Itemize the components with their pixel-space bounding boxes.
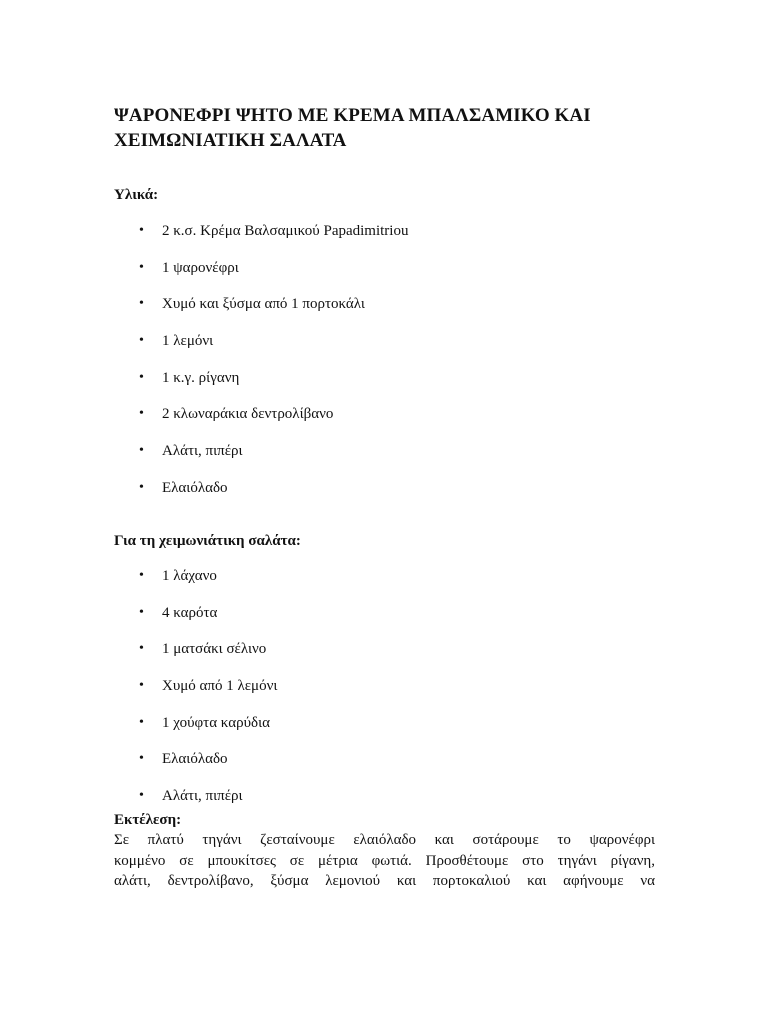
bullet-icon: • bbox=[139, 296, 144, 312]
list-item bbox=[114, 640, 674, 677]
list-item bbox=[114, 405, 674, 442]
list-item bbox=[114, 222, 674, 259]
bullet-icon: • bbox=[139, 406, 144, 422]
list-item bbox=[114, 259, 674, 296]
list-item bbox=[114, 332, 674, 369]
recipe-title-line-2: ΧΕΙΜΩΝΙΑΤΙΚΗ ΣΑΛΑΤΑ bbox=[114, 130, 347, 151]
bullet-icon: • bbox=[139, 259, 144, 275]
ingredient-text: 2 κ.σ. Κρέμα Βαλσαμικού Papadimitriou bbox=[162, 223, 409, 239]
bullet-icon: • bbox=[139, 604, 144, 620]
execution-line: κομμένο σε μπουκίτσες σε μέτρια φωτιά. Προσθέτουμε στο τηγάνι ρίγανη, bbox=[114, 852, 655, 869]
ingredients-list bbox=[114, 222, 674, 516]
salad-ingredient-text: Ελαιόλαδο bbox=[162, 751, 228, 768]
execution-paragraph bbox=[114, 830, 655, 892]
ingredient-text: 1 ψαρονέφρι bbox=[162, 259, 239, 276]
salad-ingredient-text: 1 λάχανο bbox=[162, 568, 217, 584]
salad-ingredient-text: Αλάτι, πιπέρι bbox=[162, 788, 243, 805]
ingredient-text: Χυμό και ξύσμα από 1 πορτοκάλι bbox=[162, 296, 365, 313]
list-item bbox=[114, 714, 674, 751]
bullet-icon: • bbox=[139, 568, 144, 583]
ingredient-text: 1 κ.γ. ρίγανη bbox=[162, 369, 240, 386]
bullet-icon: • bbox=[139, 443, 144, 459]
ingredient-text: Ελαιόλαδο bbox=[162, 479, 228, 496]
list-item bbox=[114, 442, 674, 479]
salad-ingredient-text: 1 ματσάκι σέλινο bbox=[162, 641, 267, 658]
execution-line: Σε πλατύ τηγάνι ζεσταίνουμε ελαιόλαδο και σοτάρουμε το ψαρονέφρι bbox=[114, 832, 655, 848]
list-item bbox=[114, 787, 674, 824]
salad-ingredient-text: 1 χούφτα καρύδια bbox=[162, 714, 270, 731]
bullet-icon: • bbox=[139, 751, 144, 767]
bullet-icon: • bbox=[139, 369, 144, 385]
bullet-icon: • bbox=[139, 641, 144, 657]
execution-heading: Εκτέλεση: bbox=[114, 812, 182, 828]
salad-list bbox=[114, 567, 674, 824]
list-item bbox=[114, 604, 674, 641]
recipe-title-line-1: ΨΑΡΟΝΕΦΡΙ ΨΗΤΟ ΜΕ ΚΡΕΜΑ ΜΠΑΛΣΑΜΙΚΟ ΚΑΙ bbox=[114, 105, 591, 126]
list-item bbox=[114, 750, 674, 787]
bullet-icon: • bbox=[139, 479, 144, 495]
list-item bbox=[114, 479, 674, 516]
list-item bbox=[114, 295, 674, 332]
ingredient-text: Αλάτι, πιπέρι bbox=[162, 443, 243, 460]
execution-line: αλάτι, δεντρολίβανο, ξύσμα λεμονιού και πορτοκαλιού και αφήνουμε να bbox=[114, 873, 655, 889]
salad-heading: Για τη χειμωνιάτικη σαλάτα: bbox=[114, 533, 301, 549]
bullet-icon: • bbox=[139, 788, 144, 804]
list-item bbox=[114, 567, 674, 604]
ingredients-heading: Υλικά: bbox=[114, 187, 159, 203]
ingredient-text: 1 λεμόνι bbox=[162, 333, 214, 350]
salad-ingredient-text: 4 καρότα bbox=[162, 604, 218, 621]
ingredient-text: 2 κλωναράκια δεντρολίβανο bbox=[162, 406, 334, 423]
list-item bbox=[114, 677, 674, 714]
list-item bbox=[114, 369, 674, 406]
salad-ingredient-text: Χυμό από 1 λεμόνι bbox=[162, 678, 278, 695]
bullet-icon: • bbox=[139, 714, 144, 730]
bullet-icon: • bbox=[139, 223, 144, 238]
bullet-icon: • bbox=[139, 333, 144, 349]
recipe-title bbox=[114, 103, 674, 153]
bullet-icon: • bbox=[139, 678, 144, 694]
